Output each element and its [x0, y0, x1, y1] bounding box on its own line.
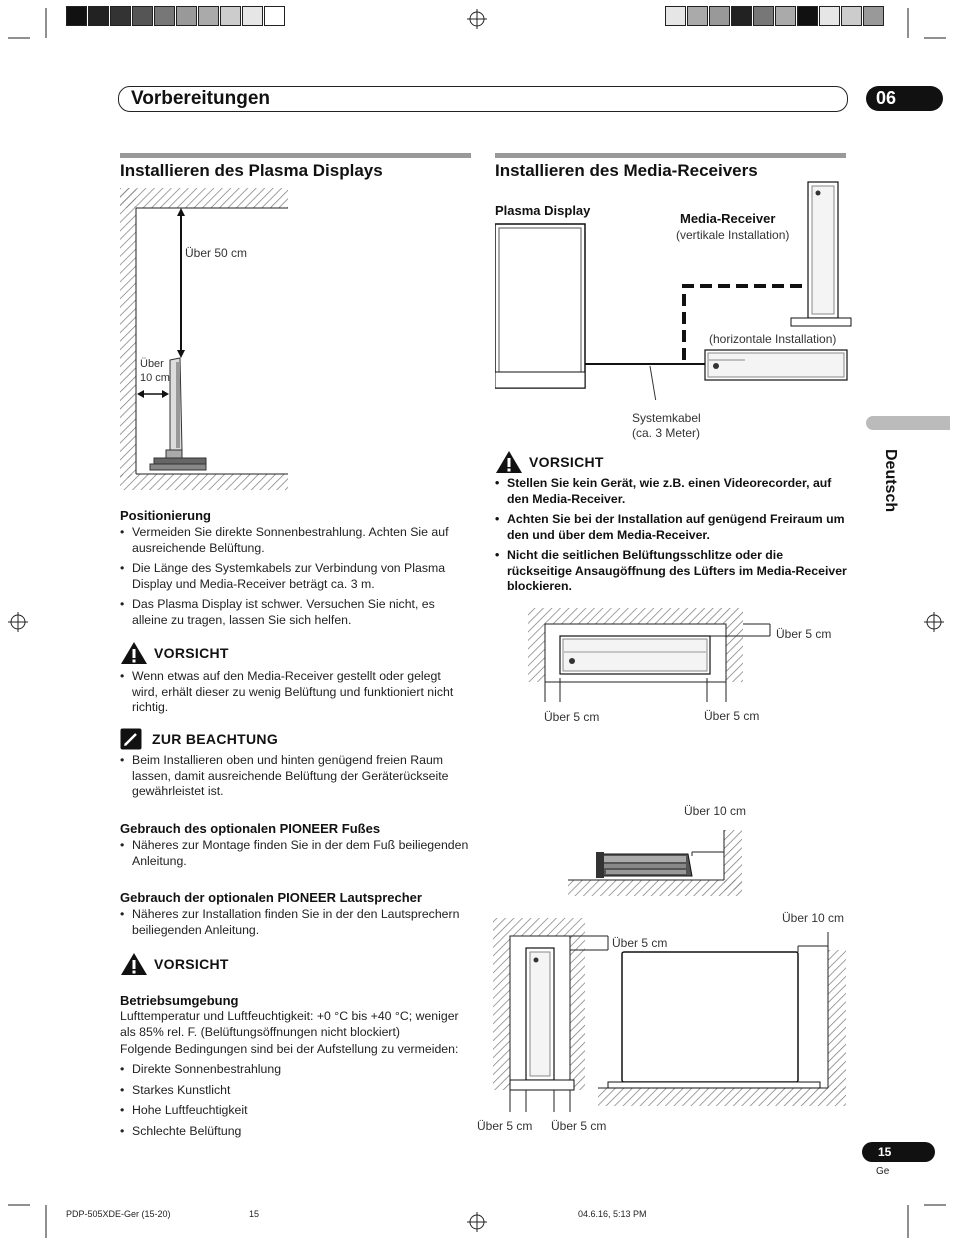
color-swatch: [775, 6, 796, 26]
language-code: Ge: [876, 1166, 890, 1177]
caution-label: VORSICHT: [154, 956, 229, 972]
plasma-wall-diagram: [120, 188, 292, 494]
list-item: • Hohe Luftfeuchtigkeit: [120, 1103, 470, 1119]
caution-label: VORSICHT: [529, 454, 604, 470]
note-list: [120, 753, 470, 805]
color-swatch: [242, 6, 263, 26]
list-item: • Achten Sie bei der Installation auf genügend Freiraum um den und über dem Media-Receiver.: [495, 512, 847, 543]
positionierung-heading: Positionierung: [120, 508, 211, 523]
positionierung-list: [120, 525, 470, 633]
list-item: • Wenn etwas auf den Media-Receiver gestellt oder gelegt wird, erhält dieser zu wenig Belüftung und funktioniert nicht richtig.: [120, 669, 470, 716]
page-title: Vorbereitungen: [131, 88, 270, 109]
color-swatch: [841, 6, 862, 26]
color-calibration-bar-left: [66, 6, 286, 26]
note-pencil-icon: [120, 728, 142, 750]
list-item: • Näheres zur Installation finden Sie in der den Lautsprechern beiliegenden Anleitung.: [120, 907, 470, 938]
clearance-diagram-horizontal: [528, 606, 778, 706]
betrieb-text-1: Lufttemperatur und Luftfeuchtigkeit: +0 °C bis +40 °C; weniger als 85% rel. F. (Belüftungsöffnungen nicht blockiert): [120, 1009, 459, 1039]
color-swatch: [198, 6, 219, 26]
language-tab-label: Deutsch: [882, 449, 899, 513]
media-receiver-label: Media-Receiver: [680, 211, 776, 226]
color-swatch: [66, 6, 87, 26]
section-title-plasma: Installieren des Plasma Displays: [120, 161, 383, 180]
caution-label: VORSICHT: [154, 645, 229, 661]
fuss-list: [120, 838, 470, 874]
clearance-top-right-10cm: Über 10 cm: [782, 911, 845, 925]
clearance-diagram-vertical: [490, 916, 850, 1116]
chapter-header: [118, 86, 848, 112]
clearance-diagram-stand: [568, 826, 744, 898]
list-item: • Stellen Sie kein Gerät, wie z.B. einen Videorecorder, auf den Media-Receiver.: [495, 476, 847, 507]
section-title-receiver: Installieren des Media-Receivers: [495, 161, 758, 180]
color-swatch: [863, 6, 884, 26]
color-swatch: [731, 6, 752, 26]
clearance-side-label-line1: Über: [140, 358, 164, 370]
color-swatch: [220, 6, 241, 26]
language-tab: [866, 416, 950, 430]
fuss-heading: Gebrauch des optionalen PIONEER Fußes: [120, 821, 381, 836]
footer-sheet: 15: [249, 1209, 260, 1219]
list-item: • Vermeiden Sie direkte Sonnenbestrahlung. Achten Sie auf ausreichende Belüftung.: [120, 525, 470, 556]
chapter-number-badge: 06: [866, 86, 943, 111]
betrieb-text-2: Folgende Bedingungen sind bei der Aufstellung zu vermeiden:: [120, 1042, 459, 1056]
list-item: • Beim Installieren oben und hinten genügend freien Raum lassen, damit ausreichende Belüftung der Geräterückseite gewährleistet ist.: [120, 753, 470, 800]
cable-label-line2: (ca. 3 Meter): [632, 426, 701, 440]
note-label: ZUR BEACHTUNG: [152, 731, 279, 747]
list-item: • Direkte Sonnenbestrahlung: [120, 1062, 470, 1078]
clearance-mid-5cm: Über 5 cm: [612, 936, 668, 950]
clearance-top-10cm: Über 10 cm: [684, 804, 747, 818]
betrieb-list: [120, 1062, 470, 1144]
caution-list-1: [120, 669, 470, 721]
color-swatch: [687, 6, 708, 26]
betrieb-heading: Betriebsumgebung: [120, 993, 239, 1008]
list-item: • Starkes Kunstlicht: [120, 1083, 470, 1099]
color-swatch: [819, 6, 840, 26]
caution-block-3: [495, 450, 604, 474]
lautsprecher-list: [120, 907, 470, 943]
clearance-left-5cm: Über 5 cm: [544, 710, 600, 724]
warning-triangle-icon: [120, 952, 148, 976]
list-item: • Schlechte Belüftung: [120, 1124, 470, 1140]
list-item: • Das Plasma Display ist schwer. Versuchen Sie nicht, es alleine zu tragen, lassen Sie sich helfen.: [120, 597, 470, 628]
color-swatch: [709, 6, 730, 26]
clearance-top-label: Über 50 cm: [185, 246, 248, 260]
note-block: [120, 728, 278, 750]
color-swatch: [753, 6, 774, 26]
color-swatch: [176, 6, 197, 26]
clearance-bottom-right-5cm: Über 5 cm: [551, 1119, 607, 1133]
lautsprecher-heading: Gebrauch der optionalen PIONEER Lautsprecher: [120, 890, 422, 905]
page-number-badge: 15: [862, 1142, 935, 1162]
color-swatch: [88, 6, 109, 26]
color-calibration-bar-right: [665, 6, 885, 26]
caution-list-3: [495, 476, 847, 600]
color-swatch: [110, 6, 131, 26]
clearance-bottom-left-5cm: Über 5 cm: [477, 1119, 533, 1133]
section-bar-right: [495, 153, 846, 158]
color-swatch: [797, 6, 818, 26]
plasma-display-label: Plasma Display: [495, 203, 591, 218]
caution-block-2: [120, 952, 229, 976]
warning-triangle-icon: [120, 641, 148, 665]
list-item: • Näheres zur Montage finden Sie in der dem Fuß beiliegenden Anleitung.: [120, 838, 470, 869]
clearance-right-5cm: Über 5 cm: [704, 709, 760, 723]
color-swatch: [665, 6, 686, 26]
color-swatch: [264, 6, 285, 26]
clearance-side-label-line2: 10 cm: [140, 372, 170, 384]
vertical-install-label: (vertikale Installation): [676, 228, 790, 242]
clearance-top-5cm: Über 5 cm: [776, 627, 832, 641]
list-item: • Die Länge des Systemkabels zur Verbindung von Plasma Display und Media-Receiver beträgt ca. 3 m.: [120, 561, 470, 592]
cable-label-line1: Systemkabel: [632, 411, 701, 425]
horizontal-install-label: (horizontale Installation): [709, 332, 837, 346]
footer-date: 04.6.16, 5:13 PM: [578, 1209, 647, 1219]
section-bar-left: [120, 153, 471, 158]
color-swatch: [132, 6, 153, 26]
color-swatch: [154, 6, 175, 26]
footer-file: PDP-505XDE-Ger (15-20): [66, 1209, 171, 1219]
caution-block-1: [120, 641, 229, 665]
warning-triangle-icon: [495, 450, 523, 474]
list-item: • Nicht die seitlichen Belüftungsschlitze oder die rückseitige Ansaugöffnung des Lüfters im Media-Receiver blockieren.: [495, 548, 847, 595]
